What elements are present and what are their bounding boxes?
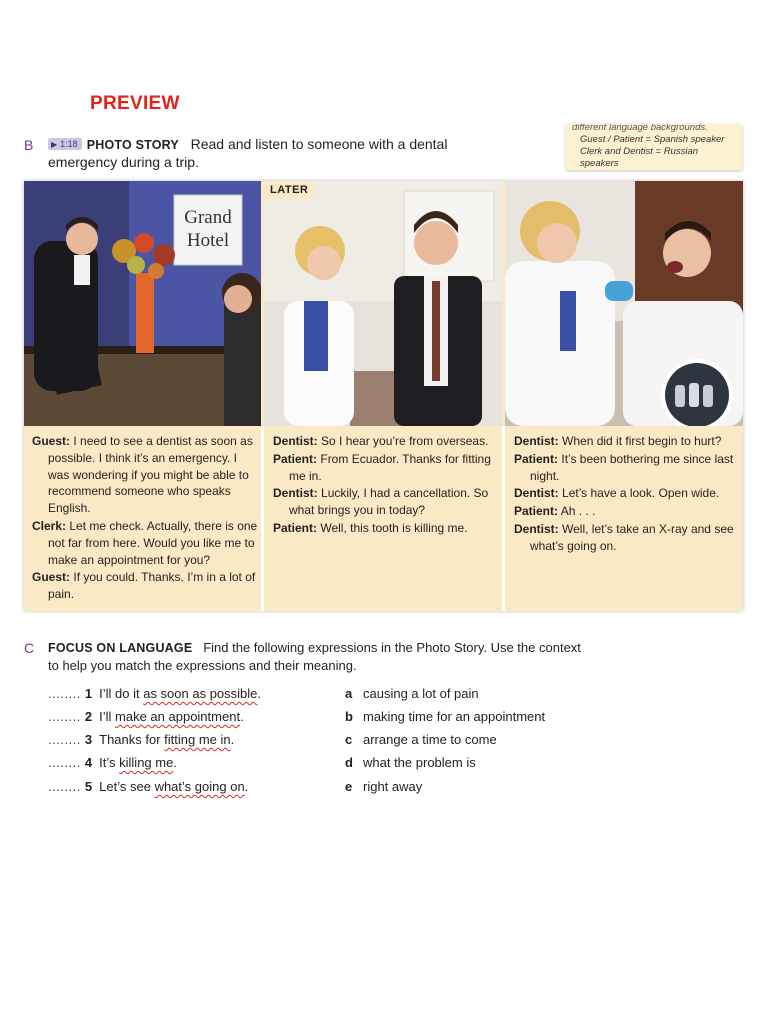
photo-story xyxy=(24,181,743,611)
play-icon: ▶ xyxy=(51,140,58,149)
speaker-patient: Patient: xyxy=(273,451,318,466)
expression-item xyxy=(48,686,261,701)
answer-blank[interactable]: ........ xyxy=(48,779,81,794)
answer-blank[interactable]: ........ xyxy=(48,755,81,770)
dialogue-line xyxy=(273,520,499,537)
meaning-letter: d xyxy=(345,755,353,770)
speaker-dentist: Dentist: xyxy=(273,434,318,448)
expression-text: I’ll do it xyxy=(99,686,144,701)
speaker-clerk: Clerk: xyxy=(32,518,67,533)
expression-highlight: fitting me in xyxy=(164,732,231,747)
meaning-text: causing a lot of pain xyxy=(363,686,479,701)
dialogue-line xyxy=(273,485,499,519)
expression-punct: . xyxy=(230,732,235,747)
note-line-2: Clerk and Dentist = Russian speakers xyxy=(580,146,699,169)
hotel-reception-illustration xyxy=(24,181,261,426)
expression-punct: . xyxy=(173,755,177,770)
sign-text-hotel: Hotel xyxy=(186,230,230,251)
dental-office-illustration xyxy=(264,181,502,426)
dialogue-line xyxy=(514,451,740,485)
focus-on-language-title: FOCUS ON LANGUAGE xyxy=(48,641,193,655)
line-text: It’s been bothering me since last night. xyxy=(530,451,734,483)
expression-item xyxy=(48,709,244,724)
expression-number: 3 xyxy=(84,732,93,747)
section-c-instruction-1: Find the following expressions in the Photo Story. Use the context xyxy=(203,640,581,655)
answer-blank[interactable]: ........ xyxy=(48,732,81,747)
section-b-letter: B xyxy=(24,137,34,153)
dialogue-line xyxy=(514,485,740,502)
section-c-instruction-2: to help you match the expressions and their meaning. xyxy=(48,658,357,673)
dialogue-panel-2 xyxy=(273,433,499,538)
section-c-letter: C xyxy=(24,640,35,656)
dialogue-line xyxy=(32,433,258,517)
line-text: Luckily, I had a cancellation. So what brings you in today? xyxy=(289,486,489,518)
expression-highlight: killing me xyxy=(119,755,174,770)
dialogue-line xyxy=(32,569,258,603)
note-line-0: different language backgrounds. xyxy=(572,124,708,133)
speaker-guest: Guest: xyxy=(32,570,71,585)
expression-number: 5 xyxy=(84,779,93,794)
meaning-item xyxy=(345,686,479,701)
meaning-text: arrange a time to come xyxy=(363,732,497,747)
speaker-dentist: Dentist: xyxy=(514,521,559,536)
note-line-1: Guest / Patient = Spanish speaker xyxy=(580,134,725,145)
answer-blank[interactable]: ........ xyxy=(48,686,81,701)
meaning-text: what the problem is xyxy=(363,755,476,770)
expression-item xyxy=(48,779,248,794)
meaning-letter: b xyxy=(345,709,353,724)
line-text: I need to see a dentist as soon as possible. I think it’s an emergency. I was wondering if you might be able to recommend someone who speaks English. xyxy=(48,434,253,516)
language-note xyxy=(566,124,742,170)
expression-highlight: what’s going on xyxy=(154,779,245,794)
expression-text: I’ll xyxy=(99,709,116,724)
line-text: If you could. Thanks. I’m in a lot of pain. xyxy=(48,570,256,602)
section-b-instruction-2: emergency during a trip. xyxy=(48,154,199,170)
expression-punct: . xyxy=(257,686,262,701)
photo-hotel-reception xyxy=(24,181,261,426)
meaning-item xyxy=(345,755,476,770)
photo-story-title: PHOTO STORY xyxy=(86,138,179,152)
meaning-text: right away xyxy=(363,779,423,794)
dialogue-line xyxy=(32,518,258,568)
line-text: Well, this tooth is killing me. xyxy=(320,520,468,535)
line-text: From Ecuador. Thanks for fitting me in. xyxy=(289,451,491,483)
section-b-heading xyxy=(48,136,447,152)
line-text: Ah . . . xyxy=(560,504,596,519)
photo-dental-office xyxy=(264,181,502,426)
dialogue-line xyxy=(273,451,499,485)
dialogue-panel-3 xyxy=(514,433,740,556)
expression-text: It’s xyxy=(99,755,120,770)
meaning-item xyxy=(345,732,497,747)
answer-blank[interactable]: ........ xyxy=(48,709,81,724)
audio-track-number: 1:18 xyxy=(60,139,78,149)
audio-track-button[interactable] xyxy=(48,138,82,150)
expression-number: 2 xyxy=(84,709,93,724)
speaker-dentist: Dentist: xyxy=(273,486,318,501)
line-text: So I hear you’re from overseas. xyxy=(321,434,489,448)
dialogue-line xyxy=(273,433,499,450)
later-label: LATER xyxy=(264,181,314,199)
expression-punct: . xyxy=(244,779,249,794)
speaker-patient: Patient: xyxy=(273,520,318,535)
speaker-patient: Patient: xyxy=(514,504,559,519)
speaker-patient: Patient: xyxy=(514,451,559,466)
expression-highlight: as soon as possible xyxy=(143,686,258,701)
dialogue-line xyxy=(514,521,740,555)
line-text: When did it first begin to hurt? xyxy=(562,434,722,448)
dental-exam-illustration xyxy=(505,181,743,426)
expression-item xyxy=(48,732,234,747)
preview-label: PREVIEW xyxy=(90,93,180,114)
expression-text: Let’s see xyxy=(99,779,155,794)
expression-punct: . xyxy=(240,709,244,724)
panel-divider xyxy=(261,426,264,611)
photo-dental-exam xyxy=(505,181,743,426)
meaning-item xyxy=(345,779,422,794)
sign-text-grand: Grand xyxy=(184,207,232,228)
section-b-instruction-1: Read and listen to someone with a dental xyxy=(190,136,448,152)
line-text: Well, let’s take an X-ray and see what’s going on. xyxy=(530,521,734,553)
speaker-dentist: Dentist: xyxy=(514,486,559,501)
meaning-text: making time for an appointment xyxy=(363,709,546,724)
expression-number: 1 xyxy=(84,686,93,701)
dialogue-line xyxy=(514,433,740,450)
expression-item xyxy=(48,755,177,770)
dialogue-panel-1 xyxy=(32,433,258,604)
meaning-letter: c xyxy=(345,732,353,747)
expression-number: 4 xyxy=(84,755,93,770)
speaker-guest: Guest: xyxy=(32,434,71,448)
line-text: Let me check. Actually, there is one not far from here. Would you like me to make an appointment for you? xyxy=(48,518,258,567)
meaning-item xyxy=(345,709,545,724)
meaning-letter: e xyxy=(345,779,353,794)
expression-highlight: make an appointment xyxy=(115,709,241,724)
dialogue-line xyxy=(514,503,740,520)
meaning-letter: a xyxy=(345,686,353,701)
expression-text: Thanks for xyxy=(99,732,165,747)
line-text: Let’s have a look. Open wide. xyxy=(562,486,720,501)
panel-divider xyxy=(502,426,505,611)
section-c-heading xyxy=(48,640,581,655)
speaker-dentist: Dentist: xyxy=(514,434,559,448)
